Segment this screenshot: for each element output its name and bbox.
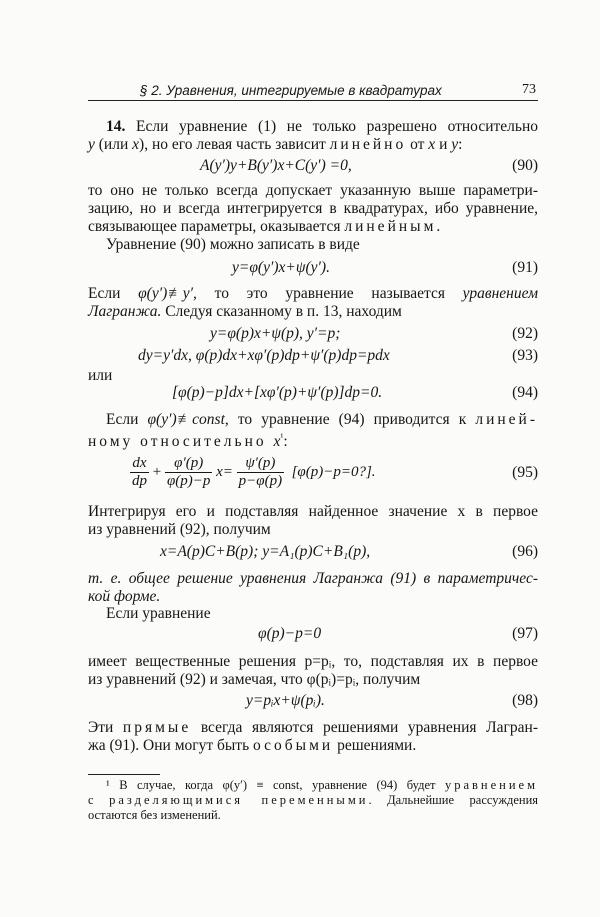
equation-90: A(y′)y+B(y′)x+C(y′) =0, xyxy=(200,157,352,174)
equation-93: dy=y′dx, φ(p)dx+xφ′(p)dp+ψ′(p)dp=pdx xyxy=(138,347,390,364)
text-line-29: жа (91). Они могут быть особыми решениями. xyxy=(88,737,417,754)
footnote-line-2: с разделяющимися переменными. Дальнейшие рассуждения xyxy=(88,793,539,807)
running-head: § 2. Уравнения, интегрируемые в квадратурах xyxy=(140,83,442,98)
text-line-1: 14. Если уравнение (1) не только разрешено относительно xyxy=(106,118,538,135)
equation-number-93: (93) xyxy=(512,347,538,364)
text-line-6: связывающее параметры, оказывается линейным. xyxy=(88,218,441,235)
equation-number-96: (96) xyxy=(512,543,538,560)
equation-98: y=pᵢx+ψ(pᵢ). xyxy=(246,692,325,709)
text-line-16: ному относительно $x^{^1}$: xyxy=(88,432,288,451)
text-line-7: Уравнение (90) можно записать в виде xyxy=(106,236,360,253)
equation-number-94: (94) xyxy=(512,384,538,401)
footnote-line-3: остаются без изменений. xyxy=(88,808,221,822)
text-line-23: Если уравнение xyxy=(106,605,211,622)
text-line-21: т. е. общее решение уравнения Лагранжа (91) в параметричес- xyxy=(88,570,538,587)
text-line-15: Если φ(y′)≢const, то уравнение (94) приводится к линей- xyxy=(106,411,538,428)
equation-number-98: (98) xyxy=(512,692,538,709)
text-line-4: то оно не только всегда допускает указанную выше параметри- xyxy=(88,182,538,199)
text-line-19: из уравнений (92), получим xyxy=(88,521,271,538)
equation-94: [φ(p)−p]dx+[xφ′(p)+ψ′(p)]dp=0. xyxy=(172,384,383,401)
fraction-phi: $\frac{\varphi'(p)}{\varphi(p)-p}$ xyxy=(166,455,211,489)
text-line-5: зацию, но и всегда интегрируется в квадратурах, ибо уравнение, xyxy=(88,200,538,217)
equation-92: y=φ(p)x+ψ(p), y′=p; xyxy=(210,325,341,342)
text-line-13: или xyxy=(88,367,113,384)
footnote-rule xyxy=(88,774,160,775)
equation-95: $\frac{dx}{dp}$ + $\frac{\varphi'(p)}{\varphi(p)-p}$ x= $\frac{\psi'(p)}{p-\varphi(p)}$ [φ(p)−p=0?]. xyxy=(132,455,376,489)
text-line-28: Эти прямые всегда являются решениями уравнения Лагран- xyxy=(88,719,538,736)
text-line-9: Если φ(y′)≢y′, то это уравнение называется уравнением xyxy=(88,285,538,302)
equation-97: φ(p)−p=0 xyxy=(258,625,322,642)
text-line-25: имеет вещественные решения p=pᵢ, то, подставляя их в первое xyxy=(88,653,538,670)
footnote-line-1: ¹ В случае, когда φ(y′) ≡ const, уравнение (94) будет уравнением xyxy=(106,778,538,792)
equation-96: x=A(p)C+B(p); y=A₁(p)C+B₁(p), xyxy=(160,543,371,560)
equation-number-92: (92) xyxy=(512,325,538,342)
text-line-18: Интегрируя его и подставляя найденное значение x в первое xyxy=(88,503,538,520)
fraction-dx-dp: $\frac{dx}{dp}$ xyxy=(132,455,147,489)
equation-number-91: (91) xyxy=(512,259,538,276)
equation-95-condition: [φ(p)−p=0?]. xyxy=(291,463,376,480)
equation-number-97: (97) xyxy=(512,625,538,642)
section-number: 14. xyxy=(106,118,126,135)
equation-91: y=φ(y′)x+ψ(y′). xyxy=(232,259,330,276)
text-line-22: кой форме. xyxy=(88,588,161,605)
text-line-2: y (или x), но его левая часть зависит линейно от x и y: xyxy=(88,136,463,153)
page-number: 73 xyxy=(522,82,536,97)
text-line-10: Лагранжа. Следуя сказанному в п. 13, находим xyxy=(88,303,402,320)
fraction-psi: $\frac{\psi'(p)}{p-\varphi(p)}$ xyxy=(238,455,283,489)
text-line-26: из уравнений (92) и замечая, что φ(pᵢ)=pᵢ, получим xyxy=(88,671,421,688)
header-rule xyxy=(88,100,538,101)
equation-number-90: (90) xyxy=(512,157,538,174)
equation-number-95: (95) xyxy=(512,464,538,481)
